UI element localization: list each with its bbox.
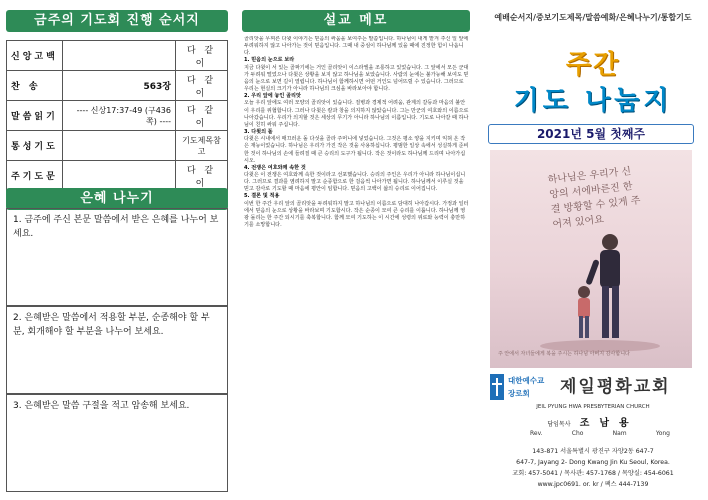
row-who: 다 같 이 [176, 71, 228, 101]
row-name: 말씀읽기 [7, 101, 63, 131]
sermon-paragraph: 다윗은 시내에서 매끄러운 돌 다섯을 골라 주머니에 넣었습니다. 그것은 평소 양을 지키며 익혀 온 작은 재능이었습니다. 하나님은 우리가 가진 작은 것을 사용하십니다. 평범한 일상 속에서 성실하게 준비한 것이 하나님의 손에 들려질 때 큰 승리의 도구가 됩니다. 작은 것이라도 하나님께 드리며 나아가십시오. [244, 136, 469, 164]
row-mid: ---- 신상17:37-49 (구436쪽) ---- [63, 101, 176, 131]
right-column [478, 0, 708, 500]
week-label: 2021년 5월 첫째주 [488, 124, 694, 144]
grace-banner: 은혜 나누기 [6, 188, 228, 210]
cover-illustration [490, 150, 692, 368]
church-address [482, 446, 704, 490]
cross-logo-icon [490, 374, 504, 400]
pastor-name-english [530, 430, 670, 437]
grace-question-1: 1. 금주에 주신 본문 말씀에서 받은 은혜를 나누어 보세요. [6, 208, 228, 306]
sermon-paragraph: 이번 한 주간 우리 앞의 골리앗을 두려워하지 말고 하나님의 이름으로 담대히 나아갑시다. 가정과 일터에서 믿음의 눈으로 상황을 바라보며 기도합시다. 작은 순종이 모여 큰 승리를 이룹니다. 하나님께 영광 돌리는 한 주간 되시기를 축복합니다. 함께 모여 기도하는 이 시간에 성령의 위로와 능력이 충만하기를 소망합니다. [244, 200, 469, 229]
illustration-caption: 주 안에서 자녀들에게 복을 주시는 하나님 아버지 감사합니다 [498, 351, 630, 357]
row-mid: 563장 [63, 71, 176, 101]
sermon-heading: 3. 다윗의 돌 [244, 129, 273, 136]
sermon-heading: 2. 우리 앞에 놓인 골리앗 [244, 93, 301, 100]
grace-question-3: 3. 은혜받은 말씀 구절을 적고 암송해 보세요. [6, 394, 228, 492]
denomination [508, 374, 558, 400]
row-mid [63, 161, 176, 191]
address-line: 교회: 457-5041 / 목사관: 457-1768 / 목양실: 454-6061 [512, 470, 674, 477]
sermon-heading: 1. 믿음의 눈으로 보라 [244, 57, 295, 64]
row-who: 기도제목참고 [176, 131, 228, 161]
sermon-banner: 설교 메모 [242, 10, 470, 32]
pastor-en-part: Nam [612, 430, 627, 437]
pastor-en-part: Yong [655, 430, 670, 437]
row-who: 다 같 이 [176, 101, 228, 131]
row-who: 다 같 이 [176, 161, 228, 191]
sermon-paragraph: 골리앗을 무찌른 다윗 이야기는 믿음의 싸움을 보여주는 말씀입니다. 하나님이 내게 맡겨 주신 일 앞에 두려워하지 않고 나아가는 것이 믿음입니다. 그때 내 중심이 하나님께 있을 때에 진정한 힘이 나옵니다. [244, 36, 469, 57]
parent-child-illustration [490, 150, 692, 368]
middle-column [238, 0, 474, 500]
church-name-english: JEIL PYUNG HWA PRESBYTERIAN CHURCH [536, 404, 650, 410]
row-mid [63, 131, 176, 161]
title-weekly: 주간 [565, 50, 621, 80]
table-row [7, 71, 228, 101]
pastor-en-part: Rev. [530, 430, 543, 437]
sermon-heading: 4. 전쟁은 여호와께 속한 것 [244, 164, 306, 171]
pastor-en-part: Cho [571, 430, 584, 437]
address-line: 143-871 서울특별시 광진구 자양2동 647-7 [532, 448, 654, 455]
pastor-line [478, 414, 708, 429]
pastor-label: 담임목사 [547, 421, 571, 428]
row-name: 신앙고백 [7, 41, 63, 71]
denomination-line-2: 장로회 [508, 389, 530, 398]
address-line: www.jpc0691. or. kr / 팩스 444-7139 [537, 481, 649, 488]
church-logo-block [490, 374, 692, 402]
table-row [7, 41, 228, 71]
row-name: 통성기도 [7, 131, 63, 161]
row-name: 찬 송 [7, 71, 63, 101]
grace-question-2: 2. 은혜받은 말씀에서 적용할 부분, 순종해야 할 부분, 회개해야 할 부분을 나누어 보세요. [6, 306, 228, 394]
categories-line: 예배순서지/중보기도제목/말씀예화/은혜나누기/통합기도 [494, 13, 692, 22]
sermon-notes [244, 36, 470, 496]
table-row [7, 131, 228, 161]
order-banner: 금주의 기도회 진행 순서지 [6, 10, 228, 32]
sermon-heading: 5. 결론 및 적용 [244, 193, 280, 200]
denomination-line-1: 대한예수교 [508, 376, 545, 385]
church-name: 제일평화교회 [560, 377, 671, 397]
sermon-paragraph: 다윗은 이 전쟁은 여호와께 속한 것이라고 선포했습니다. 승리의 주인은 우리가 아니라 하나님이십니다. 그러므로 결과를 염려하지 말고 순종함으로 한 걸음씩 나아가면 됩니다. 하나님께서 이루실 것을 믿고 감사로 기도할 때 마음에 평안이 임합니다. 믿음의 고백이 삶의 승리로 이어집니다. [244, 171, 466, 193]
verse-text: 하나님은 우리가 신앙의 서에바른진 한결 방황할 수 있게 주어져 있어요 [547, 166, 642, 231]
row-mid [63, 41, 176, 71]
sermon-paragraph: 오늘 우리 앞에도 여러 모양의 골리앗이 있습니다. 질병과 경제적 어려움, 관계의 갈등과 마음의 불안이 우리를 위협합니다. 그러나 다윗은 칼과 창을 의지하지 않았습니다. 그는 만군의 여호와의 이름으로 나아갔습니다. 우리가 의지할 것은 세상의 무기가 아니라 하나님의 이름입니다. 기도로 나아갈 때 하나님이 친히 싸워 주십니다. [244, 100, 469, 128]
table-row [7, 161, 228, 191]
address-line: 647-7, Jayang 2- Dong Kwang Jin Ku Seoul, Korea. [516, 459, 670, 466]
table-row [7, 101, 228, 131]
pastor-name: 조남용 [579, 418, 639, 429]
row-who: 다 같 이 [176, 41, 228, 71]
row-name: 주기도문 [7, 161, 63, 191]
left-column [0, 0, 234, 500]
title-prayer-sharing: 기도 나눔지 [513, 86, 673, 116]
sermon-paragraph: 지금 다윗이 서 있는 골짜기에는 거인 골리앗이 이스라엘을 조롱하고 있었습니다. 그 앞에서 모든 군대가 두려워 떨었으나 다윗은 상황을 보지 않고 하나님을 보았습니다. 사람의 눈에는 불가능해 보여도 믿음의 눈으로 보면 길이 열립니다. 하나님이 함께하시면 어떤 거인도 넘어뜨릴 수 있습니다. 그러므로 우리는 현실의 크기가 아니라 하나님의 크심을 바라보아야 합니다. [244, 64, 469, 93]
order-table [6, 40, 228, 191]
